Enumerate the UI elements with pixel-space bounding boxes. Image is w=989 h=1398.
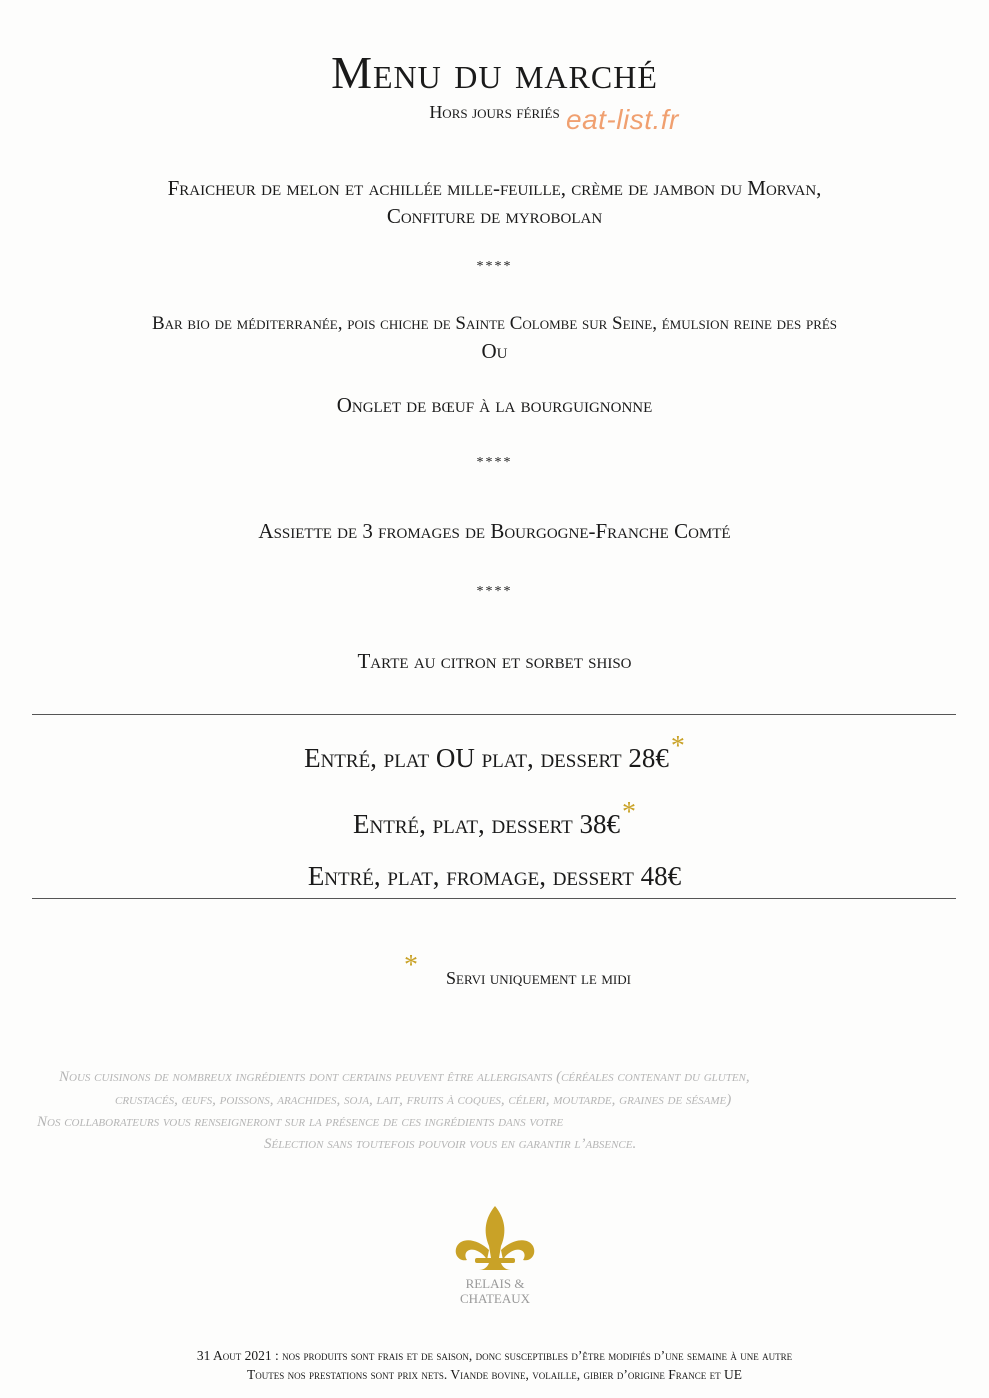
price-value: 38€ [579,809,620,839]
starter-line-2: Confiture de myrobolan [386,204,603,228]
separator: **** [476,584,513,599]
relais-chateaux-logo [445,1200,545,1310]
price-value: 28€ [628,743,669,773]
cheese-course: Assiette de 3 fromages de Bourgogne-Franche Comté [258,519,731,543]
price-option-label: Entré, plat, dessert [353,809,573,839]
or-label: Ou [481,339,508,363]
asterisk-icon: * [404,950,418,981]
separator: **** [476,455,513,470]
price-option-1 [0,731,989,774]
fleur-de-lis-icon [445,1200,545,1310]
allergen-notice-line-3: Nos collaborateurs vous renseigneront sur la présence de ces ingrédients dans votre [37,1114,564,1130]
footer-line-1: 31 Aout 2021 : nos produits sont frais et de saison, donc susceptibles d’être modifiés d’une semaine à une autre [196,1348,793,1363]
asterisk-icon: * [621,797,636,828]
price-option-label: Entré, plat OU plat, dessert [304,743,622,773]
price-option-label: Entré, plat, fromage, dessert [307,861,634,891]
asterisk-icon: * [670,731,685,762]
allergen-notice-line-1: Nous cuisinons de nombreux ingrédients dont certains peuvent être allergisants (céréales contenant du gluten, [59,1069,750,1085]
main-course-beef: Onglet de bœuf à la bourguignonne [336,393,653,417]
dessert-course: Tarte au citron et sorbet shiso [357,649,632,673]
separator: **** [476,259,513,274]
watermark-link[interactable]: eat-list.fr [566,104,679,135]
starter-line-1: Fraicheur de melon et achillée mille-feuille, crème de jambon du Morvan, [167,176,822,200]
page-subtitle: Hors jours fériés [429,102,560,122]
logo-text-line-1: RELAIS & [465,1276,525,1291]
page-title: Menu du marché [331,47,658,98]
main-course-fish: Bar bio de méditerranée, pois chiche de Sainte Colombe sur Seine, émulsion reine des prés [151,313,838,334]
logo-text-line-2: CHATEAUX [459,1291,531,1306]
price-value: 48€ [640,861,682,891]
price-option-2 [0,797,989,840]
price-option-3 [0,861,989,892]
allergen-notice-line-4: Sélection sans toutefois pouvoir vous en garantir l’absence. [264,1136,637,1152]
allergen-notice-line-2: crustacés, œufs, poissons, arachides, soja, lait, fruits à coques, céleri, moutarde, graines de sésame) [115,1092,732,1108]
divider-top [32,714,956,715]
divider-bottom [32,898,956,899]
lunch-only-note: Servi uniquement le midi [446,968,631,988]
footer-line-2: Toutes nos prestations sont prix nets. Viande bovine, volaille, gibier d’origine France et UE [246,1367,742,1382]
